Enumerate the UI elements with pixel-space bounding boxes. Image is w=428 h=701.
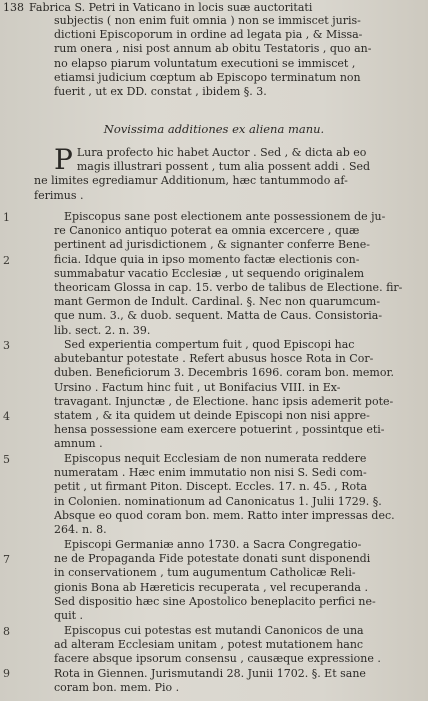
- intro-paragraph: [34, 143, 424, 203]
- text-line: petit , ut firmant Piton. Discept. Eccles. 17. n. 45. , Rota: [54, 480, 368, 494]
- margin-number: 2: [3, 254, 10, 267]
- text-line: summabatur vacatio Ecclesiæ , ut sequendo originalem: [54, 266, 365, 280]
- paragraph: [54, 452, 424, 537]
- text-line: ne limites egrediamur Additionum, hæc tantummodo af-: [34, 174, 348, 188]
- text-line: Episcopus sane post electionem ante possessionem de ju-: [64, 210, 386, 223]
- text-line: amnum .: [54, 437, 103, 451]
- header-line: Fabrica S. Petri in Vaticano in locis suæ auctoritati: [29, 1, 313, 14]
- paragraph: [54, 210, 424, 338]
- text-line: ficia. Idque quia in ipso momento factæ electionis con-: [54, 252, 360, 266]
- text-line: etiamsi judicium cœptum ab Episcopo terminatum non: [54, 70, 361, 84]
- text-line: duben. Beneficiorum 3. Decembris 1696. coram bon. memor.: [54, 366, 395, 380]
- text-line: travagant. Injunctæ , de Electione. hanc ipsis ademerit pote-: [54, 394, 394, 408]
- running-header: [3, 1, 423, 15]
- text-line: hensa possessione eam exercere potuerint , possintque eti-: [54, 423, 385, 437]
- margin-number: 9: [3, 667, 10, 680]
- text-line: abutebantur potestate . Refert abusus hosce Rota in Cor-: [54, 352, 374, 366]
- drop-cap: P: [54, 143, 73, 176]
- text-line: in conservationem , tum augumentum Catholicæ Reli-: [54, 566, 356, 580]
- text-line: Lura profecto hic habet Auctor . Sed , & dicta ab eo: [76, 146, 367, 159]
- text-line: Ursino . Factum hinc fuit , ut Bonifacius VIII. in Ex-: [54, 380, 341, 394]
- text-line: pertinent ad jurisdictionem , & signanter conferre Bene-: [54, 238, 370, 252]
- text-line: mant Germon de Indult. Cardinal. §. Nec non quarumcum-: [54, 295, 381, 309]
- text-line: coram bon. mem. Pio .: [54, 680, 180, 694]
- text-line: Episcopus cui potestas est mutandi Canonicos de una: [64, 624, 364, 637]
- margin-number: 1: [3, 211, 10, 224]
- section-heading: Novissima additiones ex aliena manu.: [103, 122, 325, 136]
- text-line: Sed dispositio hæc sine Apostolico beneplacito perfici ne-: [54, 594, 376, 608]
- text-line: 264. n. 8.: [54, 523, 107, 537]
- margin-number: 7: [3, 553, 10, 566]
- text-line: que num. 3., & duob. sequent. Matta de Caus. Consistoria-: [54, 309, 383, 323]
- text-line: Episcopus nequit Ecclesiam de non numerata reddere: [64, 452, 367, 465]
- text-line: Absque eo quod coram bon. mem. Ratto inter impressas dec.: [54, 508, 395, 522]
- text-line: in Colonien. nominationum ad Canonicatus 1. Julii 1729. §.: [54, 494, 382, 508]
- margin-number: 8: [3, 625, 10, 638]
- text-line: ad alteram Ecclesiam unitam , potest mutationem hanc: [54, 638, 364, 652]
- text-line: fuerit , ut ex DD. constat , ibidem §. 3.: [54, 85, 267, 99]
- page-number: 138: [3, 1, 24, 14]
- text-line: gionis Bona ab Hæreticis recuperata , vel recuperanda .: [54, 580, 368, 594]
- paragraph: [54, 624, 424, 695]
- text-line: Episcopi Germaniæ anno 1730. a Sacra Congregatio-: [64, 538, 362, 551]
- text-line: Sed experientia compertum fuit , quod Episcopi hac: [64, 338, 355, 351]
- margin-number: 3: [3, 339, 10, 352]
- text-line: ne de Propaganda Fide potestate donati sunt disponendi: [54, 552, 371, 566]
- text-line: ferimus .: [34, 188, 84, 202]
- text-line: lib. sect. 2. n. 39.: [54, 323, 151, 337]
- margin-number: 4: [3, 410, 10, 423]
- paragraph: [54, 338, 424, 452]
- margin-number: 5: [3, 453, 10, 466]
- text-line: dictioni Episcoporum in ordine ad legata pia , & Missa-: [54, 28, 363, 42]
- text-line: quit .: [54, 609, 84, 623]
- continued-paragraph: [54, 14, 424, 99]
- text-line: Rota in Giennen. Jurismutandi 28. Junii 1702. §. Et sane: [54, 666, 366, 680]
- text-line: magis illustrari possent , tum alia possent addi . Sed: [76, 160, 371, 174]
- text-line: theoricam Glossa in cap. 15. verbo de talibus de Electione. fir-: [54, 281, 403, 295]
- text-line: statem , & ita quidem ut deinde Episcopi non nisi appre-: [54, 409, 370, 423]
- text-line: no elapso piarum voluntatum executioni se immiscet ,: [54, 56, 356, 70]
- text-line: numeratam . Hæc enim immutatio non nisi S. Sedi com-: [54, 466, 367, 480]
- text-line: re Canonico antiquo poterat ea omnia excercere , quæ: [54, 224, 360, 238]
- paragraph: [54, 538, 424, 623]
- text-line: facere absque ipsorum consensu , causæque expressione .: [54, 652, 381, 666]
- text-line: subjectis ( non enim fuit omnia ) non se immiscet juris-: [54, 14, 361, 27]
- text-line: rum onera , nisi post annum ab obitu Testatoris , quo an-: [54, 42, 372, 56]
